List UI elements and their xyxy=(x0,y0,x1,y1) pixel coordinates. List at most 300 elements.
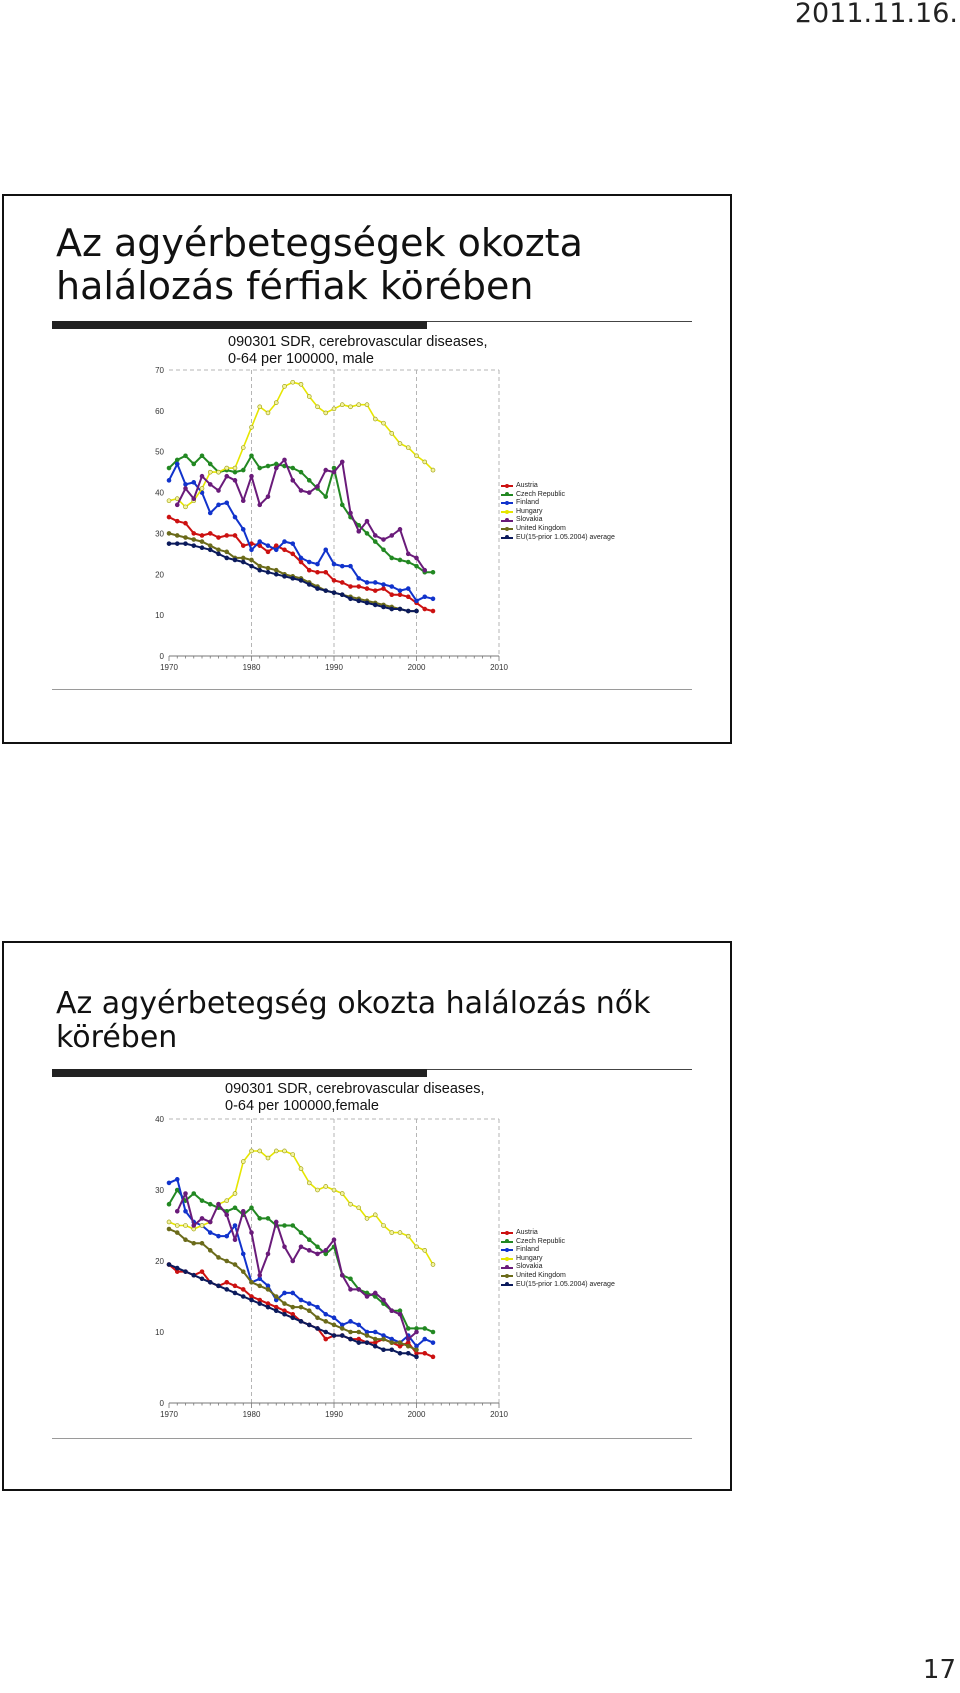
data-point xyxy=(406,1337,410,1341)
data-point xyxy=(365,519,369,523)
data-point xyxy=(431,1263,435,1267)
x-tick-label: 2010 xyxy=(490,663,508,672)
data-point xyxy=(167,1227,171,1231)
slide-female xyxy=(2,941,732,1491)
data-point xyxy=(332,1316,336,1320)
data-point xyxy=(349,511,353,515)
data-point xyxy=(382,1348,386,1352)
data-point xyxy=(390,593,394,597)
data-point xyxy=(349,564,353,568)
data-point xyxy=(398,442,402,446)
data-point xyxy=(250,425,254,429)
data-point xyxy=(340,580,344,584)
chart-title: 090301 SDR, cerebrovascular diseases, 0-64 per 100000,female xyxy=(225,1081,485,1114)
data-point xyxy=(349,1287,353,1291)
data-point xyxy=(349,597,353,601)
data-point xyxy=(332,1334,336,1338)
y-tick-label: 70 xyxy=(155,366,164,375)
data-point xyxy=(431,1330,435,1334)
legend-item xyxy=(501,499,615,508)
data-point xyxy=(324,548,328,552)
data-point xyxy=(299,470,303,474)
data-point xyxy=(225,474,229,478)
data-point xyxy=(200,533,204,537)
page-date: 2011.11.16. xyxy=(794,0,958,29)
legend-label: Czech Republic xyxy=(516,490,566,498)
data-point xyxy=(406,1326,410,1330)
data-point xyxy=(299,560,303,564)
data-point xyxy=(291,1259,295,1263)
data-point xyxy=(225,1199,229,1203)
data-point xyxy=(241,527,245,531)
data-point xyxy=(340,564,344,568)
data-point xyxy=(192,531,196,535)
data-point xyxy=(324,468,328,472)
data-point xyxy=(390,607,394,611)
data-point xyxy=(184,1270,188,1274)
data-point xyxy=(192,462,196,466)
data-point xyxy=(431,609,435,613)
slide-title: Az agyérbetegségek okozta halálozás férfiak körében xyxy=(56,221,583,308)
page-number: 17 xyxy=(922,1655,956,1685)
data-point xyxy=(200,1216,204,1220)
data-point xyxy=(217,1284,221,1288)
data-point xyxy=(307,395,311,399)
data-point xyxy=(382,1298,386,1302)
data-point xyxy=(208,1202,212,1206)
data-point xyxy=(266,1252,270,1256)
legend-label: Hungary xyxy=(516,1254,543,1262)
data-point xyxy=(406,446,410,450)
data-point xyxy=(175,462,179,466)
data-point xyxy=(167,1263,171,1267)
x-tick-label: 1980 xyxy=(242,1410,261,1419)
data-point xyxy=(291,466,295,470)
data-point xyxy=(340,1273,344,1277)
data-point xyxy=(258,1284,262,1288)
data-point xyxy=(175,458,179,462)
data-point xyxy=(349,1330,353,1334)
data-point xyxy=(200,1241,204,1245)
data-point xyxy=(357,529,361,533)
legend-swatch xyxy=(501,1249,513,1251)
data-point xyxy=(423,1326,427,1330)
legend-swatch xyxy=(501,1258,513,1260)
data-point xyxy=(423,595,427,599)
data-point xyxy=(167,531,171,535)
data-point xyxy=(415,609,419,613)
data-point xyxy=(316,1316,320,1320)
data-point xyxy=(175,1209,179,1213)
data-point xyxy=(167,515,171,519)
data-point xyxy=(274,1149,278,1153)
data-point xyxy=(316,570,320,574)
data-point xyxy=(415,1330,419,1334)
data-point xyxy=(307,1309,311,1313)
data-point xyxy=(208,548,212,552)
data-point xyxy=(332,1323,336,1327)
data-point xyxy=(398,593,402,597)
legend-label: Finland xyxy=(516,499,539,507)
x-tick-label: 2000 xyxy=(407,663,426,672)
data-point xyxy=(307,1181,311,1185)
data-point xyxy=(258,1273,262,1277)
data-point xyxy=(291,576,295,580)
data-point xyxy=(340,1334,344,1338)
data-point xyxy=(332,1188,336,1192)
data-point xyxy=(332,407,336,411)
data-point xyxy=(283,540,287,544)
data-point xyxy=(357,576,361,580)
data-point xyxy=(184,521,188,525)
data-point xyxy=(184,486,188,490)
data-point xyxy=(390,1341,394,1345)
data-point xyxy=(299,382,303,386)
data-point xyxy=(184,536,188,540)
data-point xyxy=(382,538,386,542)
legend-swatch xyxy=(501,1284,513,1286)
data-point xyxy=(365,580,369,584)
data-point xyxy=(225,1287,229,1291)
data-point xyxy=(324,1330,328,1334)
data-point xyxy=(217,552,221,556)
data-point xyxy=(266,544,270,548)
legend-label: Austria xyxy=(516,1229,538,1236)
series-line xyxy=(169,382,433,507)
data-point xyxy=(365,1341,369,1345)
data-point xyxy=(349,405,353,409)
data-point xyxy=(250,1149,254,1153)
legend-swatch xyxy=(501,528,513,530)
data-point xyxy=(291,380,295,384)
data-point xyxy=(340,593,344,597)
data-point xyxy=(291,542,295,546)
data-point xyxy=(217,1234,221,1238)
data-point xyxy=(431,570,435,574)
data-point xyxy=(307,568,311,572)
data-point xyxy=(200,1224,204,1228)
data-point xyxy=(365,601,369,605)
data-point xyxy=(398,589,402,593)
data-point xyxy=(283,1149,287,1153)
y-tick-label: 50 xyxy=(155,447,164,457)
x-tick-label: 2000 xyxy=(407,1410,426,1419)
data-point xyxy=(349,1319,353,1323)
data-point xyxy=(332,578,336,582)
data-point xyxy=(365,1216,369,1220)
data-point xyxy=(299,1298,303,1302)
data-point xyxy=(200,546,204,550)
slide-title: Az agyérbetegség okozta halálozás nők körében xyxy=(56,986,651,1055)
data-point xyxy=(192,1273,196,1277)
data-point xyxy=(200,1277,204,1281)
data-point xyxy=(175,1266,179,1270)
data-point xyxy=(175,1188,179,1192)
data-point xyxy=(307,1248,311,1252)
data-point xyxy=(184,1192,188,1196)
data-point xyxy=(192,1241,196,1245)
data-point xyxy=(225,550,229,554)
legend-label: Slovakia xyxy=(516,516,543,524)
data-point xyxy=(217,1202,221,1206)
legend-swatch xyxy=(501,1275,513,1277)
legend-swatch xyxy=(501,1267,513,1269)
y-tick-label: 10 xyxy=(155,1328,164,1337)
data-point xyxy=(431,1341,435,1345)
data-point xyxy=(233,515,237,519)
legend-label: Czech Republic xyxy=(516,1237,566,1245)
data-point xyxy=(316,405,320,409)
legend-item xyxy=(501,1281,615,1290)
data-point xyxy=(324,1319,328,1323)
data-point xyxy=(208,462,212,466)
line-chart xyxy=(4,943,730,1489)
data-point xyxy=(175,1224,179,1228)
legend-swatch xyxy=(501,511,513,513)
data-point xyxy=(382,421,386,425)
y-tick-label: 20 xyxy=(155,570,164,580)
legend-item xyxy=(501,1263,615,1272)
legend-swatch xyxy=(501,537,513,539)
data-point xyxy=(184,1224,188,1228)
data-point xyxy=(357,1287,361,1291)
data-point xyxy=(184,505,188,509)
data-point xyxy=(357,1206,361,1210)
legend-item xyxy=(501,1255,615,1264)
data-point xyxy=(283,1312,287,1316)
data-point xyxy=(382,548,386,552)
data-point xyxy=(357,403,361,407)
x-tick-label: 1970 xyxy=(160,663,178,672)
data-point xyxy=(423,1351,427,1355)
legend-swatch xyxy=(501,494,513,496)
data-point xyxy=(349,1202,353,1206)
data-point xyxy=(217,503,221,507)
data-point xyxy=(258,503,262,507)
data-point xyxy=(324,570,328,574)
data-point xyxy=(373,1344,377,1348)
data-point xyxy=(332,591,336,595)
data-point xyxy=(423,460,427,464)
data-point xyxy=(241,1252,245,1256)
y-tick-label: 10 xyxy=(155,611,164,621)
data-point xyxy=(233,1206,237,1210)
data-point xyxy=(324,1337,328,1341)
data-point xyxy=(233,466,237,470)
data-point xyxy=(382,1224,386,1228)
data-point xyxy=(357,1330,361,1334)
data-point xyxy=(431,468,435,472)
data-point xyxy=(299,1319,303,1323)
data-point xyxy=(274,1309,278,1313)
y-tick-label: 0 xyxy=(159,1399,164,1408)
legend-swatch xyxy=(501,1241,513,1243)
data-point xyxy=(225,466,229,470)
data-point xyxy=(316,1245,320,1249)
data-point xyxy=(200,474,204,478)
data-point xyxy=(266,570,270,574)
data-point xyxy=(307,478,311,482)
data-point xyxy=(406,1234,410,1238)
legend-item xyxy=(501,508,615,517)
data-point xyxy=(390,1231,394,1235)
y-tick-label: 40 xyxy=(155,1115,164,1124)
data-point xyxy=(373,533,377,537)
data-point xyxy=(299,556,303,560)
data-point xyxy=(373,580,377,584)
data-point xyxy=(274,401,278,405)
data-point xyxy=(225,556,229,560)
data-point xyxy=(406,1351,410,1355)
data-point xyxy=(241,1160,245,1164)
data-point xyxy=(332,1238,336,1242)
legend-item xyxy=(501,516,615,525)
data-point xyxy=(233,558,237,562)
legend-label: Hungary xyxy=(516,507,543,515)
data-point xyxy=(283,1291,287,1295)
data-point xyxy=(250,454,254,458)
data-point xyxy=(266,411,270,415)
data-point xyxy=(225,1259,229,1263)
data-point xyxy=(225,533,229,537)
legend-swatch xyxy=(501,520,513,522)
legend-label: Austria xyxy=(516,482,538,489)
bottom-rule xyxy=(52,1438,692,1439)
data-point xyxy=(241,1270,245,1274)
data-point xyxy=(241,1287,245,1291)
data-point xyxy=(398,1341,402,1345)
data-point xyxy=(208,470,212,474)
data-point xyxy=(373,417,377,421)
x-tick-label: 1970 xyxy=(160,1410,178,1419)
data-point xyxy=(225,501,229,505)
data-point xyxy=(250,1298,254,1302)
data-point xyxy=(250,1231,254,1235)
data-point xyxy=(299,1245,303,1249)
data-point xyxy=(349,1337,353,1341)
data-point xyxy=(266,1156,270,1160)
data-point xyxy=(184,454,188,458)
data-point xyxy=(184,542,188,546)
data-point xyxy=(266,566,270,570)
data-point xyxy=(258,466,262,470)
data-point xyxy=(382,587,386,591)
data-point xyxy=(415,1348,419,1352)
y-tick-label: 0 xyxy=(159,652,164,661)
data-point xyxy=(208,1248,212,1252)
data-point xyxy=(258,405,262,409)
data-point xyxy=(217,536,221,540)
data-point xyxy=(340,403,344,407)
data-point xyxy=(233,1238,237,1242)
data-point xyxy=(365,1295,369,1299)
data-point xyxy=(167,478,171,482)
data-point xyxy=(357,599,361,603)
data-point xyxy=(250,564,254,568)
data-point xyxy=(299,1167,303,1171)
data-point xyxy=(423,1248,427,1252)
data-point xyxy=(291,1316,295,1320)
legend-item xyxy=(501,1238,615,1247)
y-tick-label: 30 xyxy=(155,1186,164,1195)
data-point xyxy=(324,411,328,415)
data-point xyxy=(349,1277,353,1281)
data-point xyxy=(340,503,344,507)
data-point xyxy=(184,482,188,486)
data-point xyxy=(250,474,254,478)
data-point xyxy=(415,599,419,603)
data-point xyxy=(373,1337,377,1341)
data-point xyxy=(200,1270,204,1274)
data-point xyxy=(332,562,336,566)
data-point xyxy=(415,1355,419,1359)
bottom-rule xyxy=(52,689,692,690)
data-point xyxy=(365,1334,369,1338)
data-point xyxy=(217,489,221,493)
data-point xyxy=(324,495,328,499)
data-point xyxy=(167,1220,171,1224)
data-point xyxy=(175,1177,179,1181)
data-point xyxy=(283,384,287,388)
data-point xyxy=(307,583,311,587)
data-point xyxy=(175,1231,179,1235)
data-point xyxy=(233,470,237,474)
data-point xyxy=(241,1209,245,1213)
data-point xyxy=(167,1181,171,1185)
data-point xyxy=(175,533,179,537)
data-point xyxy=(283,548,287,552)
data-point xyxy=(406,587,410,591)
data-point xyxy=(324,589,328,593)
slide-male xyxy=(2,194,732,744)
legend-swatch xyxy=(501,1232,513,1234)
data-point xyxy=(365,403,369,407)
data-point xyxy=(398,558,402,562)
data-point xyxy=(184,1238,188,1242)
data-point xyxy=(208,482,212,486)
data-point xyxy=(217,1255,221,1259)
data-point xyxy=(373,1291,377,1295)
y-tick-label: 40 xyxy=(155,488,164,498)
data-point xyxy=(241,1295,245,1299)
data-point xyxy=(373,1330,377,1334)
data-point xyxy=(175,519,179,523)
data-point xyxy=(390,585,394,589)
legend-label: Slovakia xyxy=(516,1263,543,1271)
data-point xyxy=(324,1248,328,1252)
data-point xyxy=(316,1326,320,1330)
data-point xyxy=(415,1245,419,1249)
data-point xyxy=(225,1280,229,1284)
data-point xyxy=(192,1224,196,1228)
x-tick-label: 1980 xyxy=(242,663,261,672)
data-point xyxy=(316,1188,320,1192)
data-point xyxy=(241,499,245,503)
data-point xyxy=(398,1351,402,1355)
data-point xyxy=(192,1192,196,1196)
data-point xyxy=(365,531,369,535)
data-point xyxy=(192,544,196,548)
legend-label: Finland xyxy=(516,1246,539,1254)
data-point xyxy=(283,574,287,578)
data-point xyxy=(423,568,427,572)
data-point xyxy=(175,542,179,546)
chart-title: 090301 SDR, cerebrovascular diseases, 0-64 per 100000, male xyxy=(228,334,488,367)
data-point xyxy=(233,1291,237,1295)
data-point xyxy=(258,1302,262,1306)
data-point xyxy=(340,1326,344,1330)
data-point xyxy=(167,499,171,503)
